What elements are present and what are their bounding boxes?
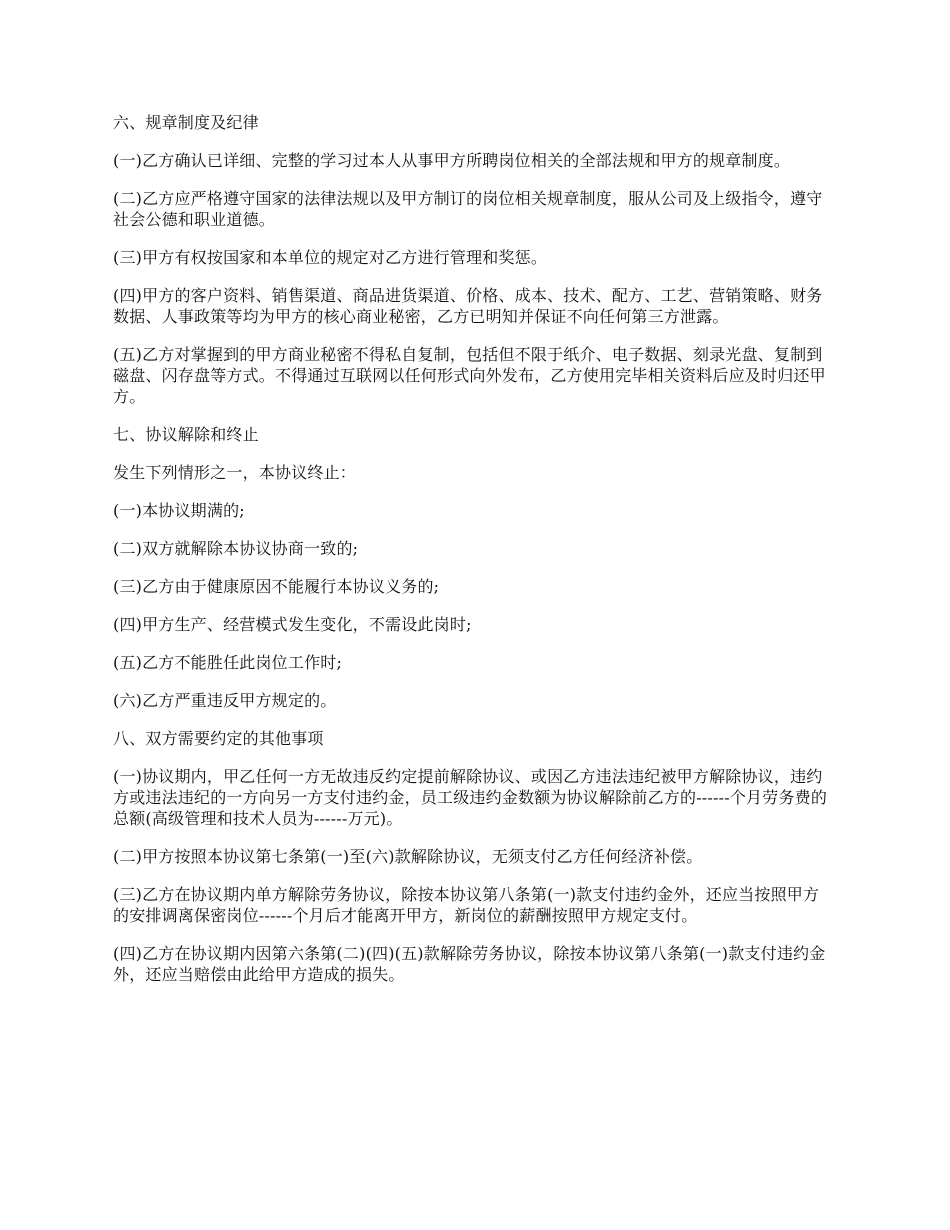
clause-6-3: (三)甲方有权按国家和本单位的规定对乙方进行管理和奖惩。 [113,248,548,267]
clause-6-2: (二)乙方应严格遵守国家的法律法规以及甲方制订的岗位相关规章制度，服从公司及上级指令，遵守社会公德和职业道德。 [113,189,823,229]
clause-6-4: (四)甲方的客户资料、销售渠道、商品进货渠道、价格、成本、技术、配方、工艺、营销策略、财务数据、人事政策等均为甲方的核心商业秘密，乙方已明知并保证不向任何第三方泄露。 [113,286,823,326]
clause-7-2: (二)双方就解除本协议协商一致的; [113,539,359,558]
section-7-intro: 发生下列情形之一，本协议终止： [113,463,357,482]
clause-8-4: (四)乙方在协议期内因第六条第(二)(四)(五)款解除劳务协议，除按本协议第八条第(一)款支付违约金外，还应当赔偿由此给甲方造成的损失。 [113,944,826,984]
clause-6-1: (一)乙方确认已详细、完整的学习过本人从事甲方所聘岗位相关的全部法规和甲方的规章制度。 [113,151,791,170]
clause-8-3: (三)乙方在协议期内单方解除劳务协议，除按本协议第八条第(一)款支付违约金外，还应当按照甲方的安排调离保密岗位------个月后才能离开甲方，新岗位的薪酬按照甲方规定支付。 [113,885,820,925]
clause-7-5: (五)乙方不能胜任此岗位工作时; [113,653,343,672]
clause-6-5: (五)乙方对掌握到的甲方商业秘密不得私自复制，包括但不限于纸介、电子数据、刻录光盘、复制到磁盘、闪存盘等方式。不得通过互联网以任何形式向外发布，乙方使用完毕相关资料后应及时归还甲方。 [113,345,826,406]
section-heading-7: 七、协议解除和终止 [113,425,259,444]
section-heading-8: 八、双方需要约定的其他事项 [113,729,324,748]
clause-8-2: (二)甲方按照本协议第七条第(一)至(六)款解除协议，无须支付乙方任何经济补偿。 [113,847,703,866]
document-page [113,112,833,1002]
clause-7-1: (一)本协议期满的; [113,501,245,520]
section-heading-6: 六、规章制度及纪律 [113,113,259,132]
clause-7-4: (四)甲方生产、经营模式发生变化，不需设此岗时; [113,615,472,634]
clause-7-6: (六)乙方严重违反甲方规定的。 [113,691,337,710]
clause-7-3: (三)乙方由于健康原因不能履行本协议义务的; [113,577,440,596]
clause-8-1: (一)协议期内，甲乙任何一方无故违反约定提前解除协议、或因乙方违法违纪被甲方解除协议，违约方或违法违纪的一方向另一方支付违约金，员工级违约金数额为协议解除前乙方的------个月劳务费的总额(高级管理和技术人员为------万元)。 [113,767,828,828]
